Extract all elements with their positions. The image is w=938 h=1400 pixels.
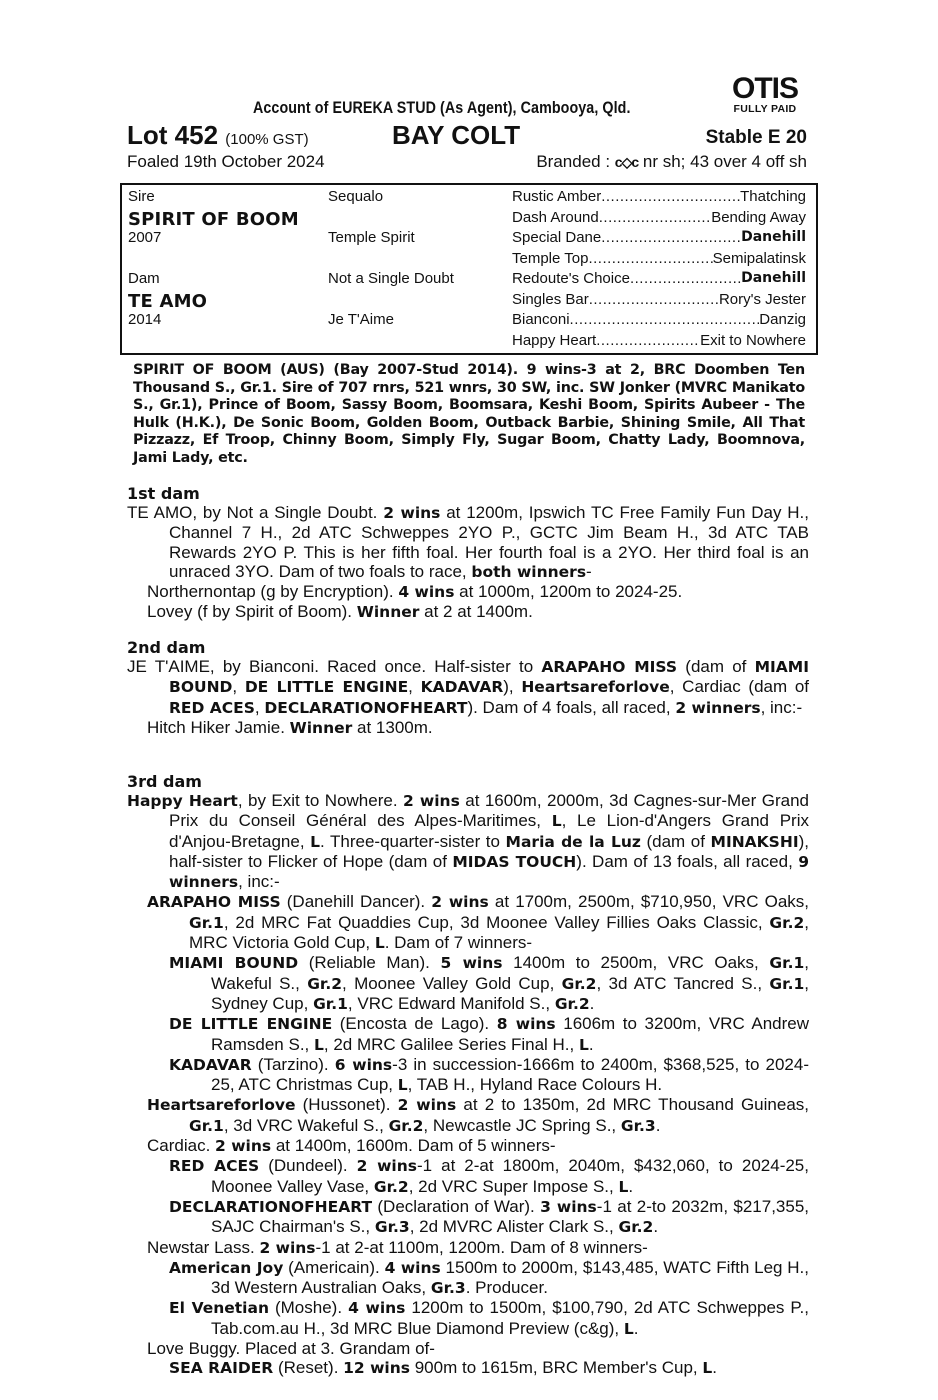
branded-text: nr sh; 43 over 4 off sh bbox=[642, 152, 807, 171]
dam-dam: Je T'Aime bbox=[328, 311, 394, 328]
sire-name: SPIRIT OF BOOM bbox=[128, 208, 299, 230]
pedigree-gen3: Bianconi ..... Danzig bbox=[512, 311, 806, 328]
dam-label: Dam bbox=[128, 270, 160, 287]
stable-location: Stable E 20 bbox=[705, 127, 807, 148]
pedigree-table bbox=[120, 183, 818, 355]
pedigree-row bbox=[122, 188, 816, 209]
pedigree-row bbox=[122, 270, 816, 291]
produce-entry: DE LITTLE ENGINE (Encosta de Lago). 8 wins 1606m to 3200m, VRC Andrew Ramsden S., L, 2d MRC Galilee Series Final H., L. bbox=[169, 1014, 810, 1054]
produce-entry: RED ACES (Dundeel). 2 wins-1 at 2-at 1800m, 2040m, $432,060, to 2024-25, Moonee Valley Vase, Gr.2, 2d VRC Super Impose S., L. bbox=[169, 1156, 809, 1196]
branded-info bbox=[536, 152, 807, 172]
section-title: 1st dam bbox=[127, 484, 200, 503]
second-dam-section bbox=[127, 638, 809, 738]
dam-paragraph: JE T'AIME, by Bianconi. Raced once. Half-sister to ARAPAHO MISS (dam of MIAMI BOUND, DE LITTLE ENGINE, KADAVAR), Heartsareforlove, Cardiac (dam of RED ACES, DECLARATIONOFHEART). Dam of 4 foals, all raced, 2 winners, inc:- bbox=[127, 657, 810, 717]
otis-badge bbox=[720, 74, 810, 115]
produce-entry: KADAVAR (Tarzino). 6 wins-3 in succession-1666m to 2400m, $368,525, to 2024-25, ATC Christmas Cup, L, TAB H., Hyland Race Colours H. bbox=[169, 1054, 809, 1095]
lot-label: Lot 452 bbox=[127, 120, 219, 150]
produce-entry: MIAMI BOUND (Reliable Man). 5 wins 1400m to 2500m, VRC Oaks, Gr.1, Wakeful S., Gr.2, Moonee Valley Gold Cup, Gr.2, 3d ATC Tancred S., Gr.1, Sydney Cup, Gr.1, VRC Edward Manifold S., Gr.2. bbox=[169, 953, 809, 1013]
produce-entry: ARAPAHO MISS (Danehill Dancer). 2 wins at 1700m, 2500m, $710,950, VRC Oaks, Gr.1, 2d MRC Fat Quaddies Cup, 3d Moonee Valley Fillies Oaks Classic, Gr.2, MRC Victoria Gold Cup, L. Dam of 7 winners- bbox=[147, 892, 810, 953]
section-title: 2nd dam bbox=[127, 638, 206, 657]
pedigree-gen3: Special Dane ..... Danehill bbox=[512, 229, 806, 246]
produce-entry: Heartsareforlove (Hussonet). 2 wins at 2 to 1350m, 2d MRC Thousand Guineas, Gr.1, 3d VRC Wakeful S., Gr.2, Newcastle JC Spring S., Gr.3. bbox=[147, 1095, 810, 1135]
foal-entry: Lovey (f by Spirit of Boom). Winner at 2 at 1400m. bbox=[147, 602, 533, 622]
pedigree-row bbox=[122, 209, 816, 230]
pedigree-row bbox=[122, 229, 816, 250]
pedigree-row bbox=[122, 291, 816, 312]
vendor-account: Account of EUREKA STUD (As Agent), Cambooya, Qld. bbox=[253, 98, 631, 117]
dam-paragraph: Happy Heart, by Exit to Nowhere. 2 wins at 1600m, 2000m, 3d Cagnes-sur-Mer Grand Prix du Conseil Général des Alpes-Maritimes, L, Le Lion-d'Angers Grand Prix d'Anjou-Bretagne, L. Three-quarter-sister to Maria de la Luz (dam of MINAKSHI), half-sister to Flicker of Hope (dam of MIDAS TOUCH). Dam of 13 foals, all raced, 9 winners, inc:- bbox=[127, 791, 809, 892]
dam-sire: Not a Single Doubt bbox=[328, 270, 454, 287]
dam-name: TE AMO bbox=[128, 290, 208, 312]
otis-status: FULLY PAID bbox=[733, 103, 797, 115]
third-dam-section bbox=[127, 772, 809, 1379]
pedigree-gen3: Dash Around ..... Bending Away bbox=[512, 209, 806, 226]
otis-logo-icon: OTIS bbox=[731, 72, 798, 105]
sire-year: 2007 bbox=[128, 229, 162, 246]
sire-label: Sire bbox=[128, 188, 155, 205]
produce-entry: American Joy (Americain). 4 wins 1500m to 2000m, $143,485, WATC Fifth Leg H., 3d Western Australian Oaks, Gr.3. Producer. bbox=[169, 1257, 810, 1298]
sire-dam: Temple Spirit bbox=[328, 229, 415, 246]
section-title: 3rd dam bbox=[127, 772, 202, 791]
pedigree-gen3: Redoute's Choice ..... Danehill bbox=[512, 270, 806, 287]
pedigree-row bbox=[122, 332, 816, 353]
foal-entry: Hitch Hiker Jamie. Winner at 1300m. bbox=[147, 717, 433, 737]
gst-note: (100% GST) bbox=[225, 131, 309, 148]
sire-sire: Sequalo bbox=[328, 188, 384, 205]
branded-label: Branded : bbox=[536, 152, 611, 171]
foaled-date: Foaled 19th October 2024 bbox=[127, 152, 325, 171]
pedigree-gen3: Rustic Amber ..... Thatching bbox=[512, 188, 806, 205]
dam-year: 2014 bbox=[128, 311, 162, 328]
foal-entry: Northernontap (g by Encryption). 4 wins at 1000m, 1200m to 2024-25. bbox=[147, 582, 683, 602]
pedigree-gen3: Temple Top ..... Semipalatinsk bbox=[512, 250, 806, 267]
dam-paragraph: TE AMO, by Not a Single Doubt. 2 wins at 1200m, Ipswich TC Free Family Fun Day H., Channel 7 H., 2d ATC Schweppes 2YO P., GCTC Jim Beam H., 3d ATC TAB Rewards 2YO P. This is her fifth foal. Her fourth foal is a 2YO. Her third foal is an unraced 3YO. Dam of two foals to race, both winners- bbox=[127, 503, 810, 581]
pedigree-row bbox=[122, 311, 816, 332]
brand-mark-icon: c◇c bbox=[614, 154, 639, 170]
produce-entry: SEA RAIDER (Reset). 12 wins 900m to 1615m, BRC Member's Cup, L. bbox=[169, 1358, 717, 1378]
produce-entry: Cardiac. 2 wins at 1400m, 1600m. Dam of 5 winners- bbox=[147, 1136, 556, 1156]
pedigree-row bbox=[122, 250, 816, 271]
pedigree-gen3: Singles Bar ..... Rory's Jester bbox=[512, 291, 806, 308]
pedigree-gen3: Happy Heart ..... Exit to Nowhere bbox=[512, 332, 806, 349]
produce-entry: El Venetian (Moshe). 4 wins 1200m to 1500m, $100,790, 2d ATC Schweppes P., Tab.com.au H., 3d MRC Blue Diamond Preview (c&g), L. bbox=[169, 1298, 809, 1338]
first-dam-section bbox=[127, 484, 809, 623]
lot-number bbox=[127, 120, 309, 151]
produce-entry: Love Buggy. Placed at 3. Grandam of- bbox=[147, 1339, 435, 1359]
produce-entry: DECLARATIONOFHEART (Declaration of War). 3 wins-1 at 2-to 2032m, $217,355, SAJC Chairman's S., Gr.3, 2d MVRC Alister Clark S., Gr.2. bbox=[169, 1196, 810, 1237]
produce-entry: Newstar Lass. 2 wins-1 at 2-at 1100m, 1200m. Dam of 8 winners- bbox=[147, 1237, 648, 1257]
horse-sex: BAY COLT bbox=[392, 120, 521, 150]
sire-summary: SPIRIT OF BOOM (AUS) (Bay 2007-Stud 2014). 9 wins-3 at 2, BRC Doomben Ten Thousand S., Gr.1. Sire of 707 rnrs, 521 wnrs, 30 SW, inc. SW Jonker (MVRC Manikato S., Gr.1), Prince of Boom, Sassy Boom, Boomsara, Keshi Boom, Spirits Aubeer - The Hulk (H.K.), De Sonic Boom, Golden Boom, Outback Barbie, Shining Smile, All That Pizzazz, Ef Troop, Chinny Boom, Simply Fly, Sugar Boom, Chatty Lady, Boomnova, Jami Lady, etc. bbox=[133, 362, 805, 466]
